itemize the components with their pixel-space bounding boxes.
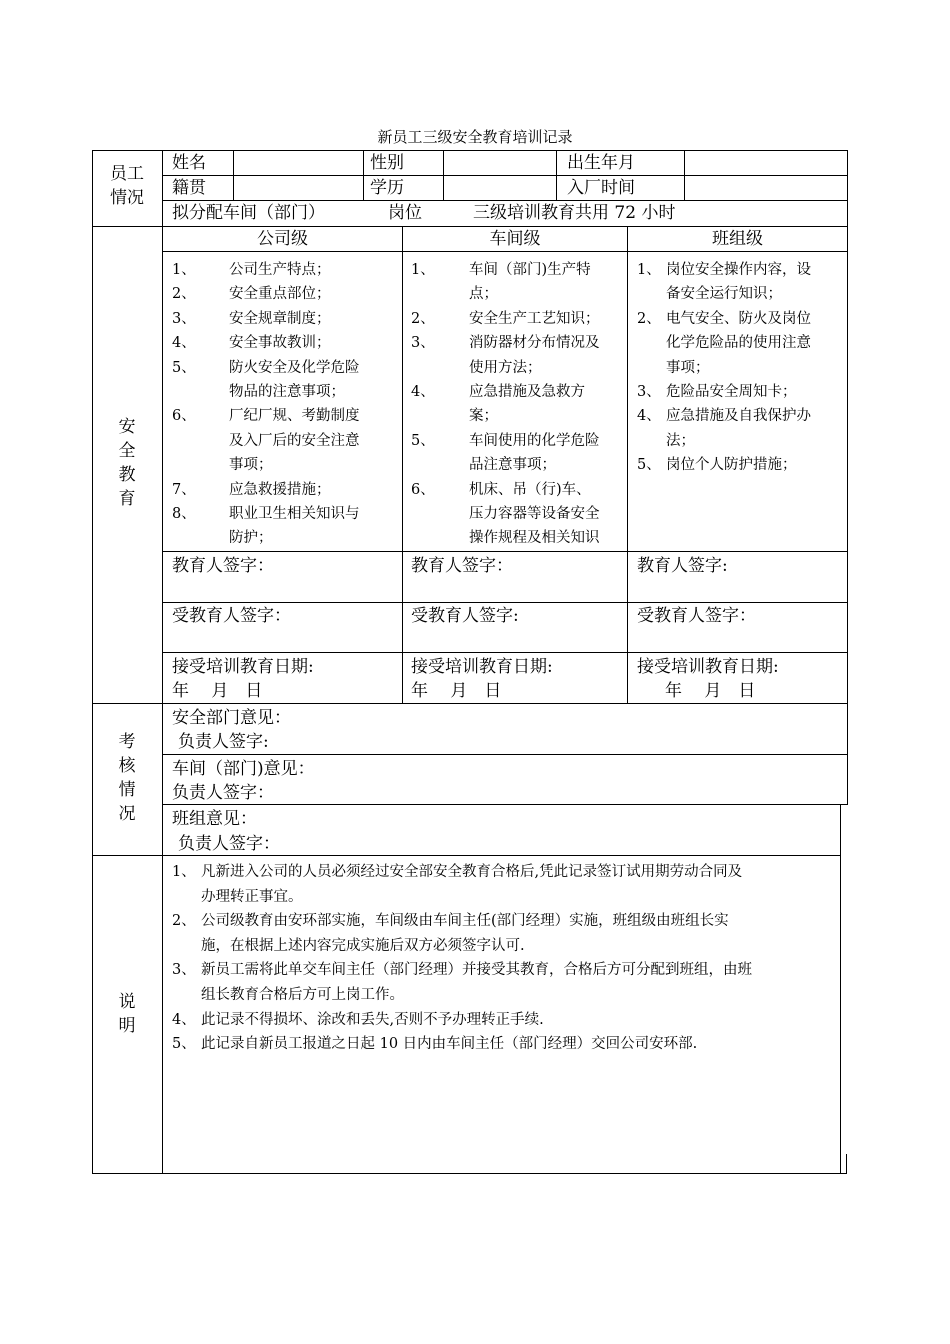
list-item-text: 使用方法； [469, 359, 542, 376]
list-item-number: 5、 [637, 457, 661, 474]
list-item-number: 6、 [172, 408, 196, 425]
training-date-label-workshop: 接受培训教育日期: [411, 657, 553, 677]
list-item-number: 2、 [172, 913, 196, 930]
list-item-number: 3、 [411, 335, 435, 352]
list-item-number: 2、 [172, 286, 196, 303]
list-item-text: 安全生产工艺知识； [469, 310, 600, 327]
educator-sign-workshop: 教育人签字： [411, 556, 513, 576]
entry-date-label: 入厂时间 [567, 178, 635, 198]
training-date-workshop[interactable]: 年 月 日 [411, 681, 502, 701]
list-item-number: 3、 [172, 962, 196, 979]
post-label: 岗位 [388, 203, 422, 223]
training-date-label-team: 接受培训教育日期: [637, 657, 779, 677]
name-label: 姓名 [172, 153, 206, 173]
list-item-number: 4、 [172, 335, 196, 352]
list-item-text: 施，在根据上述内容完成实施后双方必须签字认可. [201, 937, 525, 954]
page-title: 新员工三级安全教育培训记录 [377, 128, 573, 146]
list-item-number: 1、 [637, 262, 661, 278]
list-item-text: 凡新进入公司的人员必须经过安全部安全教育合格后,凭此记录签订试用期劳动合同及 [201, 864, 743, 880]
origin-field[interactable] [234, 176, 363, 200]
educatee-sign-team: 受教育人签字： [637, 606, 756, 626]
list-item-number: 1、 [172, 262, 196, 278]
assessment-section-label: 考 核 情 况 [118, 732, 136, 824]
team-opinion: 班组意见： [172, 809, 257, 829]
list-item-text: 车间使用的化学危险 [469, 432, 600, 449]
header-company: 公司级 [257, 229, 308, 249]
list-item-text: 品注意事项； [469, 457, 556, 474]
list-item-text: 案； [469, 408, 498, 425]
educator-sign-team: 教育人签字: [637, 556, 728, 576]
list-item-text: 岗位安全操作内容，设 [666, 262, 811, 278]
list-item-text: 厂纪厂规、考勤制度 [229, 408, 360, 425]
gender-field[interactable] [444, 151, 556, 175]
list-item-text: 安全重点部位； [229, 286, 331, 303]
list-item-text: 办理转正事宜。 [201, 888, 303, 905]
list-item-text: 防护； [229, 530, 273, 547]
list-item-number: 5、 [172, 1036, 196, 1053]
list-item-text: 公司级教育由安环部实施，车间级由车间主任(部门经理）实施，班组级由班组长实 [201, 913, 729, 930]
list-item-text: 操作规程及相关知识 [469, 530, 600, 547]
list-item-text: 岗位个人防护措施； [666, 457, 797, 474]
safety-dept-opinion: 安全部门意见： [172, 708, 291, 728]
header-team: 班组级 [712, 229, 763, 249]
list-item-text: 应急措施及急救方 [469, 384, 585, 400]
list-item-text: 防火安全及化学危险 [229, 359, 360, 376]
list-item-text: 电气安全、防火及岗位 [666, 310, 811, 327]
list-item-number: 3、 [637, 384, 661, 400]
workshop-opinion: 车间（部门)意见： [172, 759, 315, 779]
list-item-text: 物品的注意事项； [229, 384, 345, 400]
training-date-label-company: 接受培训教育日期: [172, 657, 314, 677]
list-item-text: 法； [666, 432, 695, 449]
list-item-number: 5、 [411, 432, 435, 449]
list-item-text: 危险品安全周知卡； [666, 384, 797, 400]
list-item-text: 公司生产特点； [229, 262, 331, 278]
name-field[interactable] [234, 151, 363, 175]
safety-section-label: 安 全 教 育 [118, 417, 136, 509]
list-item-text: 组长教育合格后方可上岗工作。 [201, 987, 404, 1003]
list-item-text: 新员工需将此单交车间主任（部门经理）并接受其教育，合格后方可分配到班组，由班 [201, 962, 752, 979]
list-item-text: 及入厂后的安全注意 [229, 432, 360, 449]
list-item-text: 职业卫生相关知识与 [229, 506, 360, 522]
list-item-text: 车间（部门)生产特 [469, 262, 591, 278]
list-item-text: 应急措施及自我保护办 [666, 408, 811, 425]
list-item-text: 化学危险品的使用注意 [666, 335, 811, 352]
list-item-number: 4、 [411, 384, 435, 400]
responsible-sign-team: 负责人签字： [178, 834, 280, 854]
responsible-sign-safety: 负责人签字: [178, 732, 269, 752]
gender-label: 性别 [370, 153, 404, 173]
education-label: 学历 [370, 178, 404, 198]
header-workshop: 车间级 [489, 229, 541, 249]
list-item-text: 备安全运行知识； [666, 286, 782, 303]
list-item-text: 安全事故教训； [229, 335, 331, 352]
list-item-text: 事项； [666, 359, 710, 376]
educatee-sign-company: 受教育人签字： [172, 606, 291, 626]
training-date-team[interactable]: 年 月 日 [665, 681, 756, 701]
training-hours-label: 三级培训教育共用 72 小时 [473, 203, 676, 223]
list-item-number: 1、 [411, 262, 435, 278]
list-item-number: 7、 [172, 481, 196, 498]
list-item-text: 压力容器等设备安全 [469, 506, 600, 522]
birth-label: 出生年月 [567, 153, 635, 173]
training-date-company[interactable]: 年 月 日 [172, 681, 263, 701]
notes-section-label: 说 明 [118, 992, 136, 1036]
list-item-text: 消防器材分布情况及 [469, 335, 600, 352]
educator-sign-company: 教育人签字： [172, 556, 274, 576]
education-field[interactable] [444, 176, 556, 200]
employee-section-label: 员工 情况 [110, 164, 144, 208]
assign-workshop-label: 拟分配车间（部门） [172, 203, 325, 223]
entry-date-field[interactable] [685, 176, 847, 200]
list-item-number: 5、 [172, 359, 196, 376]
list-item-text: 点； [469, 286, 498, 303]
list-item-text: 此记录自新员工报道之日起 10 日内由车间主任（部门经理）交回公司安环部. [201, 1036, 698, 1053]
list-item-number: 6、 [411, 481, 435, 498]
list-item-number: 4、 [172, 1011, 196, 1028]
list-item-number: 1、 [172, 864, 196, 880]
list-item-number: 3、 [172, 310, 196, 327]
responsible-sign-workshop: 负责人签字： [172, 783, 274, 803]
list-item-text: 安全规章制度； [229, 310, 331, 327]
list-item-number: 2、 [411, 310, 435, 327]
list-item-number: 2、 [637, 310, 661, 327]
list-item-text: 应急救援措施； [229, 481, 331, 498]
list-item-text: 事项； [229, 457, 273, 474]
educatee-sign-workshop: 受教育人签字: [411, 606, 519, 626]
birth-field[interactable] [685, 151, 847, 175]
list-item-number: 4、 [637, 408, 661, 425]
origin-label: 籍贯 [172, 178, 206, 198]
list-item-number: 8、 [172, 506, 196, 522]
list-item-text: 机床、吊（行)车、 [469, 481, 591, 498]
list-item-text: 此记录不得损坏、涂改和丢失,否则不予办理转正手续. [201, 1011, 544, 1028]
